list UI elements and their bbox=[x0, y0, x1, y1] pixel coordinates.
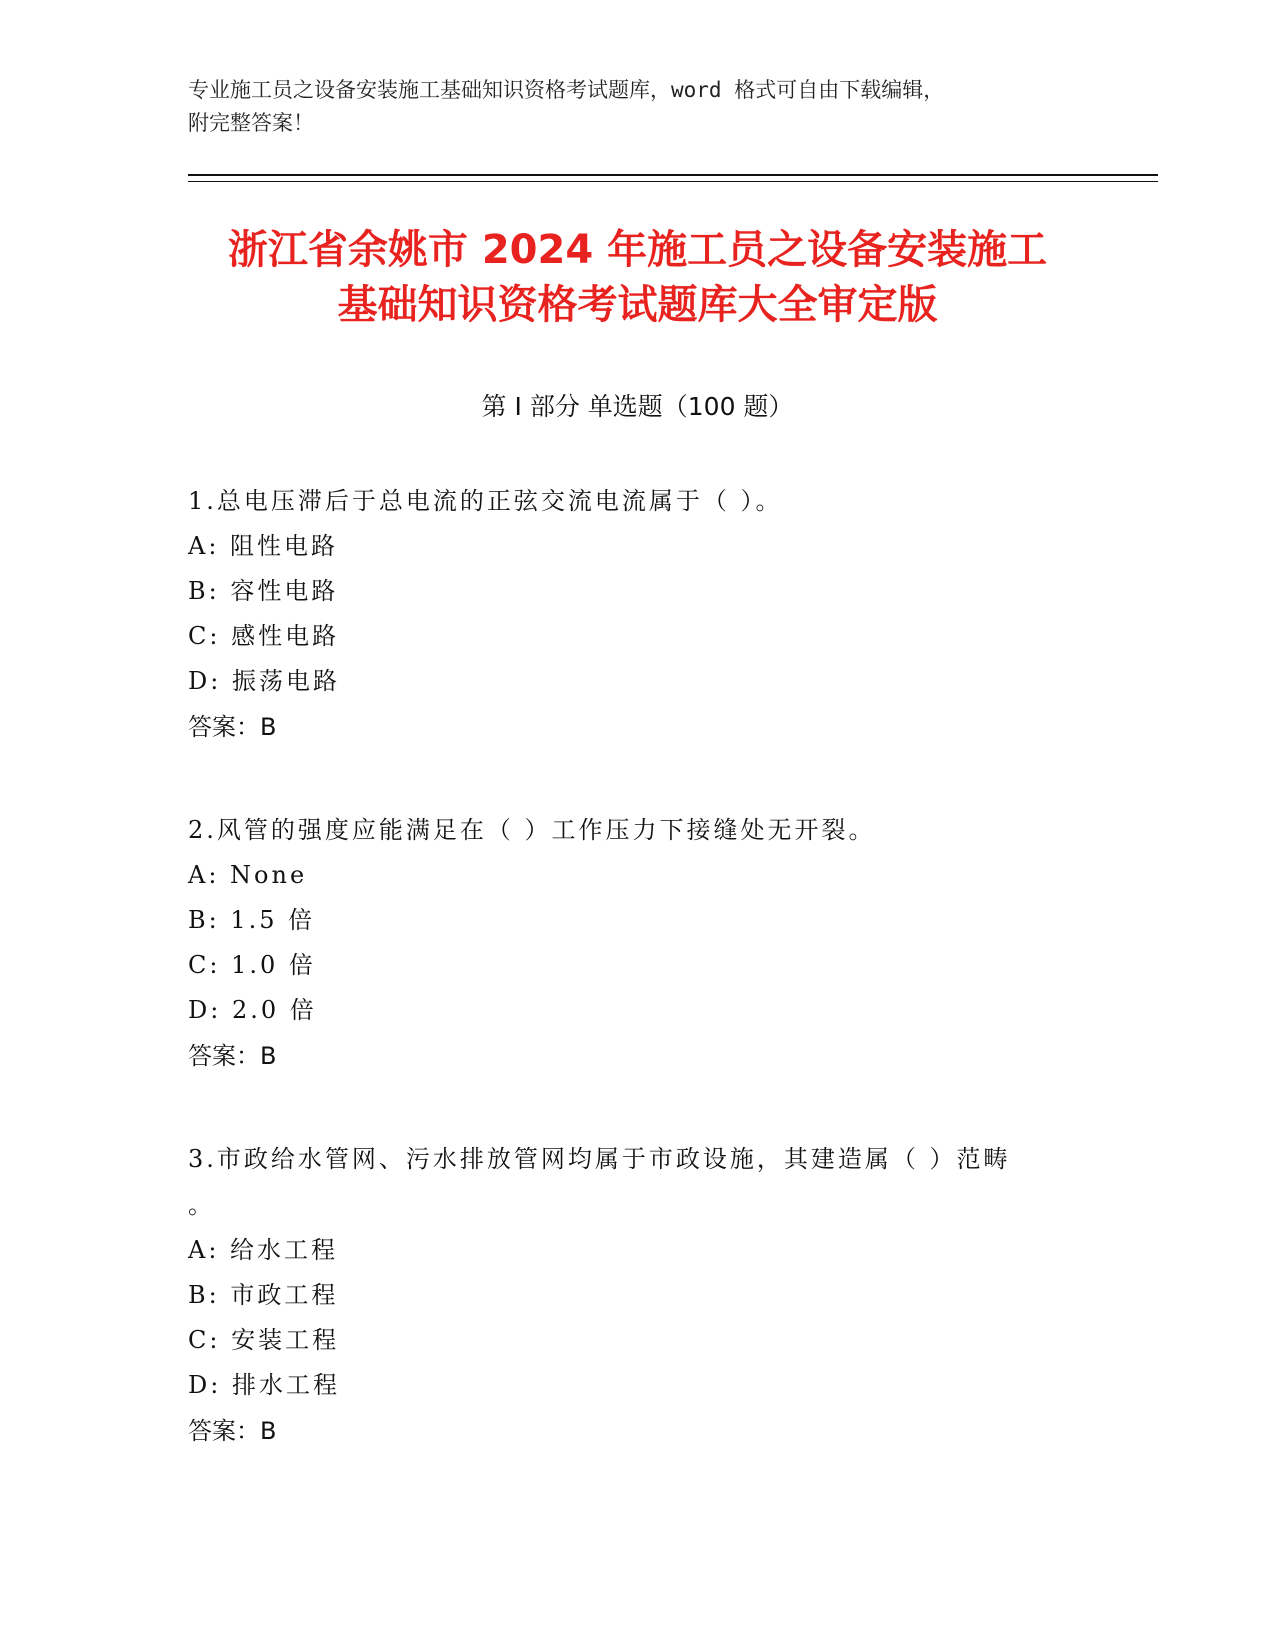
question-stem: 2.风管的强度应能满足在（ ）工作压力下接缝处无开裂。 bbox=[188, 816, 876, 844]
header-note bbox=[188, 74, 1088, 140]
question-option-a: A: None bbox=[188, 861, 308, 889]
question-option-d: D: 排水工程 bbox=[188, 1371, 340, 1399]
header-note-line2: 附完整答案！ bbox=[188, 111, 314, 135]
question-stem-continuation: 。 bbox=[188, 1191, 215, 1219]
document-title-line1: 浙江省余姚市 2024 年施工员之设备安装施工 bbox=[227, 227, 1048, 273]
question-option-c: C: 感性电路 bbox=[188, 622, 340, 650]
question-option-c: C: 1.0 倍 bbox=[188, 951, 316, 979]
question-option-a: A: 给水工程 bbox=[188, 1236, 339, 1264]
header-note-line1: 专业施工员之设备安装施工基础知识资格考试题库，word 格式可自由下载编辑， bbox=[188, 78, 945, 102]
question-answer: 答案：B bbox=[188, 1042, 277, 1070]
question-option-d: D: 2.0 倍 bbox=[188, 996, 317, 1024]
question-answer: 答案：B bbox=[188, 1417, 277, 1445]
document-title-line2: 基础知识资格考试题库大全审定版 bbox=[337, 282, 938, 328]
question-answer: 答案：B bbox=[188, 713, 277, 741]
header-rule-thick bbox=[188, 174, 1158, 176]
question-item bbox=[188, 807, 1088, 1080]
header-rule-thin bbox=[188, 181, 1158, 182]
question-option-c: C: 安装工程 bbox=[188, 1326, 340, 1354]
question-stem: 1.总电压滞后于总电流的正弦交流电流属于（ ）。 bbox=[188, 487, 783, 515]
question-stem: 3.市政给水管网、污水排放管网均属于市政设施，其建造属（ ）范畴 bbox=[188, 1145, 1011, 1173]
section-title: 第 I 部分 单选题（100 题） bbox=[481, 392, 794, 421]
question-option-d: D: 振荡电路 bbox=[188, 667, 340, 695]
question-option-b: B: 1.5 倍 bbox=[188, 906, 316, 934]
question-option-b: B: 市政工程 bbox=[188, 1281, 339, 1309]
question-list bbox=[188, 478, 1088, 1511]
question-option-a: A: 阻性电路 bbox=[188, 532, 339, 560]
document-title bbox=[160, 223, 1115, 333]
question-item bbox=[188, 478, 1088, 751]
question-option-b: B: 容性电路 bbox=[188, 577, 339, 605]
question-item bbox=[188, 1136, 1088, 1455]
